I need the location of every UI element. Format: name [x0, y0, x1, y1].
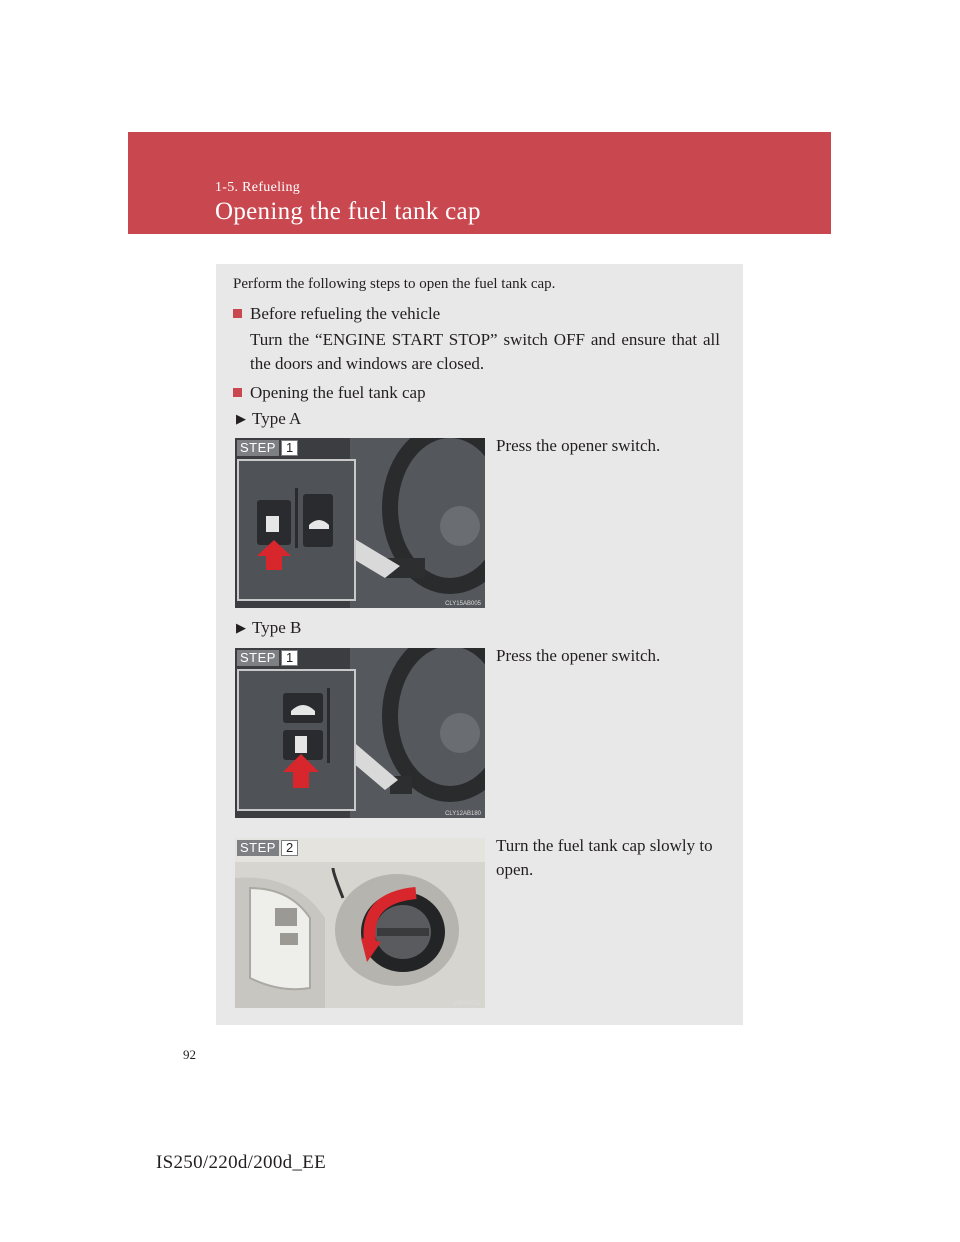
opening-heading: Opening the fuel tank cap	[233, 383, 426, 403]
model-code: IS250/220d/200d_EE	[156, 1152, 327, 1173]
fuel-cap-photo	[235, 838, 485, 1008]
step-badge: STEP 1	[237, 650, 298, 666]
image-code: CLY15AB005	[445, 601, 481, 607]
page-number: 92	[183, 1047, 196, 1062]
page-title: Opening the fuel tank cap	[215, 198, 481, 225]
step1-type-a-text: Press the opener switch.	[496, 436, 661, 455]
step-badge: STEP 2	[237, 840, 298, 856]
section-header	[128, 132, 831, 234]
before-refueling-text: Turn the “ENGINE START STOP” switch OFF and ensure that all the doors and windows are closed.	[250, 330, 720, 373]
step2-text: Turn the fuel tank cap slowly to open.	[496, 836, 713, 879]
fuel-cap-illustration	[235, 838, 485, 1008]
step1-type-b-text: Press the opener switch.	[496, 646, 661, 665]
type-a-illustration	[235, 438, 485, 608]
square-bullet-icon	[233, 309, 242, 318]
triangle-bullet-icon: ▶	[236, 411, 246, 426]
type-a-label: ▶ Type A	[236, 409, 302, 428]
square-bullet-icon	[233, 388, 242, 397]
intro-text: Perform the following steps to open the fuel tank cap.	[233, 276, 556, 292]
type-b-label: ▶ Type B	[236, 618, 302, 637]
section-label: 1-5. Refueling	[215, 180, 301, 195]
triangle-bullet-icon: ▶	[236, 620, 246, 635]
image-code: CLY12AB180	[445, 811, 481, 817]
type-b-illustration	[235, 648, 485, 818]
content-panel	[216, 264, 743, 1025]
step-badge: STEP 1	[237, 440, 298, 456]
before-refueling-heading: Before refueling the vehicle	[233, 304, 440, 324]
opener-switch-photo	[235, 438, 485, 608]
image-code: 16KY003L	[452, 1001, 481, 1007]
opener-switch-photo	[235, 648, 485, 818]
